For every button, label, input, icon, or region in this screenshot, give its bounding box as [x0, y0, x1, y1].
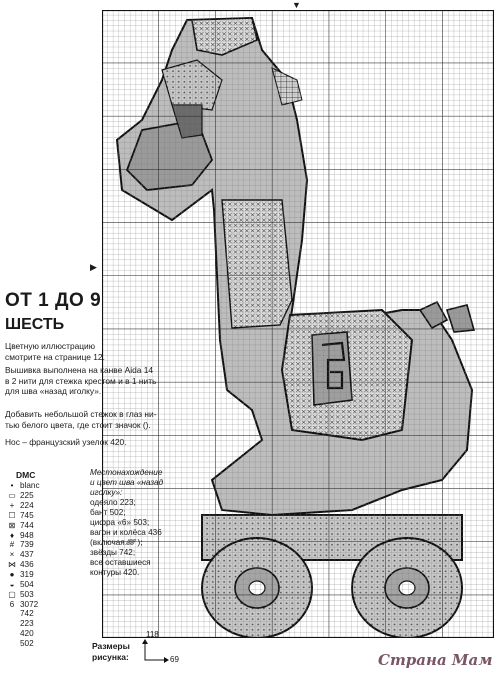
paragraph-line: тью белого цвета, где стоит значок (). [5, 419, 151, 430]
paragraph-line: Цветную иллюстрацию [5, 341, 96, 351]
paragraph-eye [5, 409, 205, 430]
legend-row [6, 589, 76, 599]
design-size-label [92, 641, 130, 663]
legend-row [6, 609, 76, 619]
legend-symbol-icon: + [9, 501, 15, 511]
center-arrow-down-icon: ▼ [292, 0, 301, 10]
legend-row [6, 491, 76, 501]
paragraph-line: в 2 нити для стежка крестом и в 1 нить [5, 375, 157, 386]
legend-symbol-icon: ☐ [8, 510, 16, 520]
legend-color-code: blanc [20, 481, 40, 491]
legend-color-code: 420 [20, 629, 34, 639]
paragraph-line: смотрите на странице 12. [5, 351, 105, 362]
legend-header: DMC [16, 470, 36, 480]
notes-line: контуры 420. [90, 568, 140, 577]
center-arrow-right-icon: ▶ [90, 262, 97, 272]
legend-symbol-icon: ⊠ [8, 520, 16, 530]
design-height: 118 [146, 630, 159, 639]
legend-symbol-icon: ⋈ [8, 560, 16, 570]
legend-row [6, 481, 76, 491]
legend-row [6, 520, 76, 530]
legend-symbol-icon: ♦ [9, 530, 15, 540]
legend-color-code: 3072 [20, 599, 39, 609]
legend-symbol-icon: ▭ [8, 491, 16, 501]
legend-symbol-icon: 6 [9, 599, 15, 609]
notes-line: вагон и колёса 436 [90, 528, 162, 537]
paragraph-line: Нос – французский узелок 420. [5, 437, 127, 447]
color-legend [6, 481, 76, 648]
legend-row [6, 619, 76, 629]
legend-color-code: 504 [20, 579, 34, 589]
legend-symbol-icon: • [10, 481, 14, 491]
legend-row [6, 540, 76, 550]
paragraph-illustration [5, 341, 205, 362]
legend-symbol-icon: # [9, 540, 15, 550]
paragraph-nose [5, 437, 205, 448]
legend-row [6, 530, 76, 540]
size-label-line: рисунка: [92, 652, 129, 662]
legend-color-code: 502 [20, 638, 34, 648]
legend-symbol-icon: ◒ [9, 579, 15, 589]
legend-color-code: 224 [20, 501, 34, 511]
legend-symbol-icon: ● [9, 570, 15, 580]
legend-color-code: 223 [20, 619, 34, 629]
legend-row [6, 560, 76, 570]
legend-row [6, 550, 76, 560]
legend-color-code: 742 [20, 609, 34, 619]
notes-line: цифра «6» 503; [90, 518, 150, 527]
paragraph-line: Вышивка выполнена на канве Aida 14 [5, 365, 154, 375]
legend-row [6, 629, 76, 639]
backstitch-notes [90, 468, 200, 578]
paragraph-line: для шва «назад иголку». [5, 386, 102, 397]
notes-line: бант 502; [90, 508, 126, 517]
size-arrows-icon [140, 638, 170, 668]
legend-row [6, 570, 76, 580]
legend-symbol-icon: × [9, 550, 15, 560]
legend-row [6, 599, 76, 609]
legend-row [6, 501, 76, 511]
watermark-logo: Страна Мам [378, 651, 493, 669]
legend-row [6, 511, 76, 521]
legend-color-code: 225 [20, 491, 34, 501]
notes-line: все оставшиеся [90, 558, 151, 567]
notes-line: одеяло 223; [90, 498, 136, 507]
legend-row [6, 639, 76, 649]
page-subtitle: ШЕСТЬ [5, 316, 65, 333]
notes-heading-line: Местонахождение [90, 468, 163, 477]
legend-color-code: 745 [20, 510, 34, 520]
notes-heading-line: и цвет шва «назад [90, 478, 164, 487]
legend-color-code: 503 [20, 589, 34, 599]
notes-line: звёзды 742; [90, 548, 136, 557]
legend-symbol-icon: ▢ [8, 589, 16, 599]
paragraph-canvas [5, 365, 205, 397]
size-label-line: Размеры [92, 641, 130, 651]
legend-color-code: 739 [20, 540, 34, 550]
legend-row [6, 579, 76, 589]
legend-color-code: 437 [20, 550, 34, 560]
legend-color-code: 319 [20, 570, 34, 580]
design-width: 69 [170, 655, 179, 664]
paragraph-line: Добавить небольшой стежок в глаз ни- [5, 409, 157, 419]
notes-line: (включая ⁄⁄⁄⁄⁄⁄ ); [90, 538, 143, 547]
legend-color-code: 744 [20, 520, 34, 530]
page-title: ОТ 1 ДО 9 [5, 290, 102, 311]
notes-heading-line: иголку»: [90, 488, 123, 497]
legend-color-code: 948 [20, 530, 34, 540]
legend-color-code: 436 [20, 560, 34, 570]
